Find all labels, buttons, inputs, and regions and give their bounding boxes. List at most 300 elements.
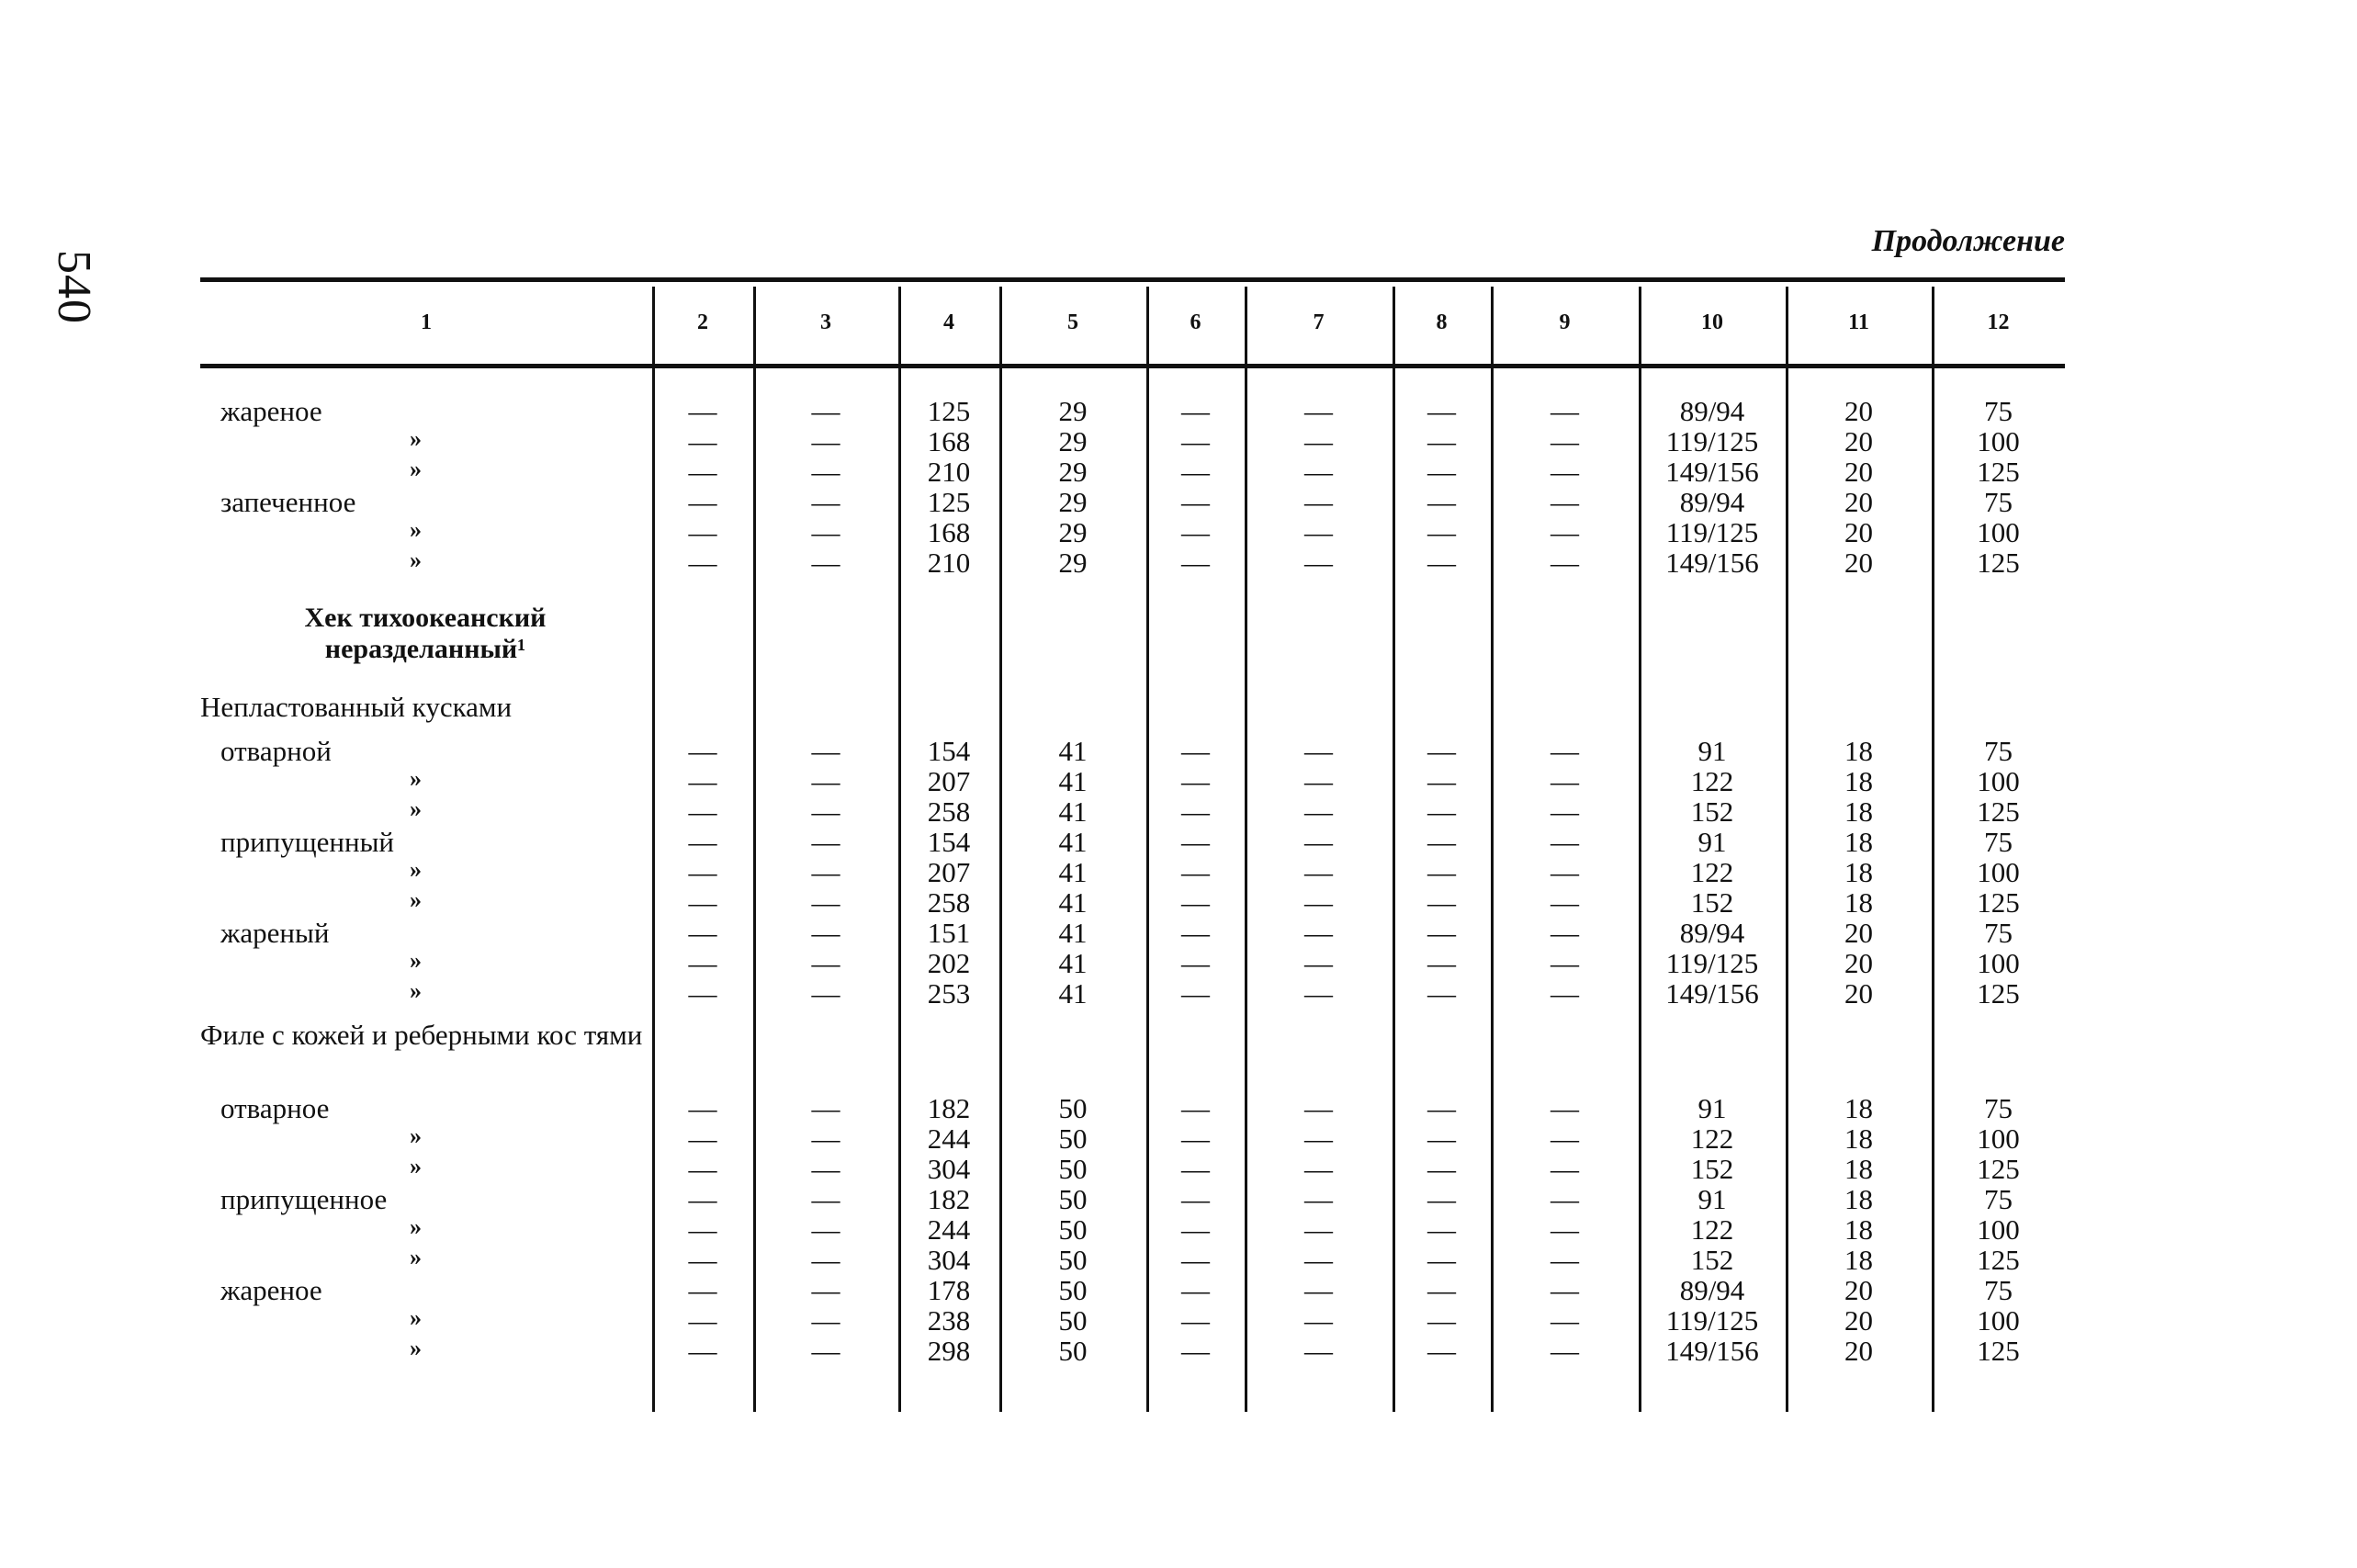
table-cell: 75 [1984,1183,2013,1215]
table-cell: 202 [927,947,971,979]
empty-cell-dash: — [1181,795,1210,828]
table-cell: 41 [1058,886,1088,919]
table-cell: 125 [1977,795,2020,828]
empty-cell-dash: — [688,1153,717,1185]
empty-cell-dash: — [1304,1304,1333,1337]
empty-cell-dash: — [1181,486,1210,518]
table-cell: 122 [1690,765,1734,797]
table-cell: 122 [1690,1122,1734,1155]
table-cell: 168 [927,516,971,548]
empty-cell-dash: — [1304,395,1333,427]
empty-cell-dash: — [688,765,717,797]
empty-cell-dash: — [1181,1122,1210,1155]
table-cell: 238 [927,1304,971,1337]
table-cell: 20 [1844,977,1873,1010]
empty-cell-dash: — [688,947,717,979]
empty-cell-dash: — [1181,395,1210,427]
empty-cell-dash: — [1551,977,1579,1010]
empty-cell-dash: — [1304,765,1333,797]
table-cell: 75 [1984,735,2013,767]
table-cell: 18 [1844,826,1873,858]
empty-cell-dash: — [1551,395,1579,427]
empty-cell-dash: — [1551,856,1579,888]
row-label: припущенный [220,826,394,858]
table-cell: 119/125 [1665,947,1759,979]
ditto-mark: » [410,1304,422,1331]
empty-cell-dash: — [688,856,717,888]
table-cell: 304 [927,1244,971,1276]
empty-cell-dash: — [1551,735,1579,767]
table-cell: 178 [927,1274,971,1306]
empty-cell-dash: — [688,917,717,949]
empty-cell-dash: — [1427,1183,1456,1215]
empty-cell-dash: — [1427,917,1456,949]
empty-cell-dash: — [811,1213,840,1246]
empty-cell-dash: — [811,1153,840,1185]
empty-cell-dash: — [1181,516,1210,548]
empty-cell-dash: — [1427,1244,1456,1276]
empty-cell-dash: — [811,395,840,427]
ditto-mark: » [410,425,422,452]
empty-cell-dash: — [1304,1335,1333,1367]
table-cell: 125 [927,395,971,427]
empty-cell-dash: — [1427,1213,1456,1246]
empty-cell-dash: — [688,977,717,1010]
table-cell: 18 [1844,856,1873,888]
table-cell: 152 [1690,1153,1734,1185]
table-cell: 20 [1844,395,1873,427]
empty-cell-dash: — [1551,1244,1579,1276]
empty-cell-dash: — [1304,1183,1333,1215]
table-cell: 18 [1844,1092,1873,1124]
table-cell: 258 [927,886,971,919]
empty-cell-dash: — [1181,425,1210,457]
empty-cell-dash: — [1427,826,1456,858]
empty-cell-dash: — [688,1274,717,1306]
row-label: запеченное [220,486,356,518]
table-cell: 50 [1058,1213,1088,1246]
table-cell: 50 [1058,1183,1088,1215]
table-cell: 18 [1844,1244,1873,1276]
table-cell: 125 [927,486,971,518]
table-cell: 18 [1844,886,1873,919]
table-cell: 29 [1058,425,1088,457]
empty-cell-dash: — [1551,1122,1579,1155]
table-cell: 100 [1977,516,2020,548]
table-cell: 18 [1844,1122,1873,1155]
table-cell: 100 [1977,1304,2020,1337]
empty-cell-dash: — [1181,1213,1210,1246]
empty-cell-dash: — [1551,795,1579,828]
empty-cell-dash: — [811,1244,840,1276]
table-cell: 89/94 [1679,1274,1745,1306]
empty-cell-dash: — [688,1335,717,1367]
empty-cell-dash: — [1181,456,1210,488]
empty-cell-dash: — [811,425,840,457]
table-cell: 152 [1690,1244,1734,1276]
category-label: Непластованный кусками [200,691,513,723]
table-cell: 125 [1977,977,2020,1010]
empty-cell-dash: — [1551,765,1579,797]
table-cell: 75 [1984,1092,2013,1124]
ditto-mark: » [410,456,422,482]
empty-cell-dash: — [811,1092,840,1124]
empty-cell-dash: — [1181,1183,1210,1215]
table-cell: 149/156 [1665,456,1759,488]
empty-cell-dash: — [688,1122,717,1155]
table-cell: 207 [927,765,971,797]
table-cell: 182 [927,1183,971,1215]
ditto-mark: » [410,856,422,883]
page-number: 540 [48,250,100,324]
table-cell: 91 [1697,735,1727,767]
table-cell: 50 [1058,1092,1088,1124]
ditto-mark: » [410,516,422,543]
table-cell: 125 [1977,886,2020,919]
row-label: жареное [220,1274,322,1306]
empty-cell-dash: — [1551,1213,1579,1246]
empty-cell-dash: — [1427,486,1456,518]
empty-cell-dash: — [811,826,840,858]
ditto-mark: » [410,1213,422,1240]
table-cell: 29 [1058,486,1088,518]
table-cell: 182 [927,1092,971,1124]
empty-cell-dash: — [1427,1274,1456,1306]
table-cell: 18 [1844,1183,1873,1215]
table-cell: 75 [1984,395,2013,427]
empty-cell-dash: — [688,395,717,427]
table-cell: 18 [1844,1213,1873,1246]
empty-cell-dash: — [1427,395,1456,427]
empty-cell-dash: — [1427,1153,1456,1185]
ditto-mark: » [410,1335,422,1361]
table-cell: 258 [927,795,971,828]
table-cell: 50 [1058,1153,1088,1185]
table-cell: 244 [927,1122,971,1155]
empty-cell-dash: — [1551,547,1579,579]
table-cell: 50 [1058,1304,1088,1337]
empty-cell-dash: — [1181,886,1210,919]
table-cell: 20 [1844,486,1873,518]
table-cell: 20 [1844,547,1873,579]
table-cell: 18 [1844,795,1873,828]
empty-cell-dash: — [1181,1274,1210,1306]
empty-cell-dash: — [1304,516,1333,548]
empty-cell-dash: — [1427,947,1456,979]
empty-cell-dash: — [688,735,717,767]
column-header: 9 [1559,310,1571,334]
table-cell: 244 [927,1213,971,1246]
empty-cell-dash: — [1304,977,1333,1010]
empty-cell-dash: — [1304,456,1333,488]
empty-cell-dash: — [1427,795,1456,828]
table-cell: 100 [1977,425,2020,457]
table-cell: 41 [1058,735,1088,767]
empty-cell-dash: — [811,486,840,518]
table-cell: 149/156 [1665,977,1759,1010]
table-cell: 122 [1690,856,1734,888]
column-header: 4 [943,310,954,334]
empty-cell-dash: — [1304,1244,1333,1276]
table-cell: 119/125 [1665,516,1759,548]
empty-cell-dash: — [1551,486,1579,518]
table-cell: 50 [1058,1122,1088,1155]
table-cell: 18 [1844,735,1873,767]
empty-cell-dash: — [1304,486,1333,518]
table-cell: 41 [1058,977,1088,1010]
table-cell: 89/94 [1679,395,1745,427]
table-cell: 20 [1844,917,1873,949]
empty-cell-dash: — [811,1304,840,1337]
table-cell: 119/125 [1665,1304,1759,1337]
empty-cell-dash: — [688,1304,717,1337]
empty-cell-dash: — [811,1274,840,1306]
empty-cell-dash: — [1181,547,1210,579]
empty-cell-dash: — [1304,1274,1333,1306]
ditto-mark: » [410,977,422,1004]
table-cell: 50 [1058,1244,1088,1276]
category-label: Филе с кожей и реберными кос тями [200,1019,643,1051]
table-cell: 29 [1058,547,1088,579]
data-table [200,277,2065,1407]
table-cell: 119/125 [1665,425,1759,457]
table-cell: 152 [1690,886,1734,919]
empty-cell-dash: — [1181,735,1210,767]
empty-cell-dash: — [1181,1304,1210,1337]
table-cell: 100 [1977,1122,2020,1155]
column-header: 8 [1436,310,1448,334]
section-heading: Хек тихоокеанский неразделанный¹ [304,603,547,664]
table-cell: 89/94 [1679,917,1745,949]
empty-cell-dash: — [1427,1335,1456,1367]
row-label: отварное [220,1092,330,1124]
table-cell: 154 [927,735,971,767]
empty-cell-dash: — [1304,917,1333,949]
ditto-mark: » [410,795,422,822]
table-cell: 253 [927,977,971,1010]
ditto-mark: » [410,765,422,792]
table-cell: 100 [1977,947,2020,979]
column-header: 1 [421,310,432,334]
row-label: жареное [220,395,322,427]
empty-cell-dash: — [1304,826,1333,858]
ditto-mark: » [410,1244,422,1270]
empty-cell-dash: — [1181,1244,1210,1276]
empty-cell-dash: — [1304,856,1333,888]
row-label: отварной [220,735,332,767]
table-top-rule [200,277,2065,282]
empty-cell-dash: — [811,917,840,949]
empty-cell-dash: — [1304,1092,1333,1124]
column-header: 5 [1067,310,1078,334]
empty-cell-dash: — [811,1122,840,1155]
empty-cell-dash: — [688,1244,717,1276]
column-header: 12 [1987,310,2010,334]
table-cell: 50 [1058,1274,1088,1306]
empty-cell-dash: — [811,547,840,579]
empty-cell-dash: — [811,1335,840,1367]
table-cell: 304 [927,1153,971,1185]
empty-cell-dash: — [1304,1213,1333,1246]
table-cell: 41 [1058,795,1088,828]
table-cell: 154 [927,826,971,858]
empty-cell-dash: — [688,795,717,828]
ditto-mark: » [410,1122,422,1149]
empty-cell-dash: — [688,516,717,548]
table-cell: 29 [1058,456,1088,488]
ditto-mark: » [410,947,422,974]
table-cell: 41 [1058,765,1088,797]
table-cell: 168 [927,425,971,457]
empty-cell-dash: — [1427,425,1456,457]
table-cell: 41 [1058,826,1088,858]
empty-cell-dash: — [1427,735,1456,767]
table-cell: 41 [1058,947,1088,979]
table-cell: 29 [1058,516,1088,548]
table-cell: 207 [927,856,971,888]
row-label: припущенное [220,1183,388,1215]
empty-cell-dash: — [1427,765,1456,797]
table-cell: 149/156 [1665,547,1759,579]
empty-cell-dash: — [688,425,717,457]
table-cell: 75 [1984,917,2013,949]
empty-cell-dash: — [1427,977,1456,1010]
table-cell: 20 [1844,1304,1873,1337]
table-cell: 91 [1697,1183,1727,1215]
table-cell: 149/156 [1665,1335,1759,1367]
table-cell: 20 [1844,1274,1873,1306]
table-cell: 20 [1844,947,1873,979]
empty-cell-dash: — [1427,856,1456,888]
empty-cell-dash: — [1304,1153,1333,1185]
table-cell: 20 [1844,516,1873,548]
empty-cell-dash: — [688,826,717,858]
empty-cell-dash: — [1304,1122,1333,1155]
empty-cell-dash: — [811,456,840,488]
empty-cell-dash: — [1551,425,1579,457]
table-cell: 100 [1977,856,2020,888]
empty-cell-dash: — [811,1183,840,1215]
empty-cell-dash: — [1181,947,1210,979]
empty-cell-dash: — [1181,917,1210,949]
empty-cell-dash: — [1427,1304,1456,1337]
table-cell: 298 [927,1335,971,1367]
table-cell: 29 [1058,395,1088,427]
ditto-mark: » [410,886,422,913]
table-cell: 50 [1058,1335,1088,1367]
ditto-mark: » [410,547,422,573]
empty-cell-dash: — [688,1183,717,1215]
empty-cell-dash: — [1181,1335,1210,1367]
empty-cell-dash: — [1551,1153,1579,1185]
table-cell: 91 [1697,1092,1727,1124]
empty-cell-dash: — [811,856,840,888]
empty-cell-dash: — [1181,856,1210,888]
empty-cell-dash: — [1427,886,1456,919]
table-cell: 20 [1844,425,1873,457]
empty-cell-dash: — [688,547,717,579]
empty-cell-dash: — [1181,826,1210,858]
empty-cell-dash: — [688,1092,717,1124]
table-cell: 75 [1984,826,2013,858]
column-header: 3 [820,310,831,334]
empty-cell-dash: — [811,947,840,979]
table-cell: 125 [1977,547,2020,579]
table-cell: 18 [1844,765,1873,797]
empty-cell-dash: — [1304,735,1333,767]
empty-cell-dash: — [1181,977,1210,1010]
empty-cell-dash: — [811,977,840,1010]
empty-cell-dash: — [1181,1153,1210,1185]
empty-cell-dash: — [1181,765,1210,797]
table-cell: 41 [1058,856,1088,888]
empty-cell-dash: — [1551,1092,1579,1124]
table-cell: 41 [1058,917,1088,949]
empty-cell-dash: — [688,1213,717,1246]
column-header: 7 [1313,310,1325,334]
empty-cell-dash: — [1304,795,1333,828]
table-cell: 100 [1977,765,2020,797]
empty-cell-dash: — [1551,516,1579,548]
empty-cell-dash: — [1551,886,1579,919]
empty-cell-dash: — [1181,1092,1210,1124]
table-cell: 210 [927,456,971,488]
empty-cell-dash: — [1551,826,1579,858]
table-cell: 125 [1977,1153,2020,1185]
empty-cell-dash: — [1304,886,1333,919]
row-label: жареный [220,917,330,949]
empty-cell-dash: — [1304,947,1333,979]
empty-cell-dash: — [1427,1122,1456,1155]
table-cell: 210 [927,547,971,579]
column-header: 6 [1190,310,1201,334]
empty-cell-dash: — [1551,917,1579,949]
empty-cell-dash: — [1551,1335,1579,1367]
empty-cell-dash: — [1427,516,1456,548]
table-cell: 75 [1984,486,2013,518]
table-cell: 20 [1844,1335,1873,1367]
table-cell: 89/94 [1679,486,1745,518]
empty-cell-dash: — [688,886,717,919]
empty-cell-dash: — [1551,947,1579,979]
table-cell: 122 [1690,1213,1734,1246]
empty-cell-dash: — [1427,456,1456,488]
empty-cell-dash: — [1551,1274,1579,1306]
table-cell: 152 [1690,795,1734,828]
empty-cell-dash: — [1551,1304,1579,1337]
empty-cell-dash: — [811,516,840,548]
table-cell: 125 [1977,1335,2020,1367]
empty-cell-dash: — [688,486,717,518]
table-cell: 18 [1844,1153,1873,1185]
table-cell: 151 [927,917,971,949]
empty-cell-dash: — [1551,1183,1579,1215]
table-cell: 100 [1977,1213,2020,1246]
table-cell: 125 [1977,456,2020,488]
table-cell: 91 [1697,826,1727,858]
empty-cell-dash: — [811,795,840,828]
empty-cell-dash: — [1427,1092,1456,1124]
empty-cell-dash: — [1551,456,1579,488]
empty-cell-dash: — [1304,425,1333,457]
empty-cell-dash: — [688,456,717,488]
column-header: 2 [697,310,708,334]
empty-cell-dash: — [1427,547,1456,579]
empty-cell-dash: — [811,765,840,797]
empty-cell-dash: — [811,735,840,767]
column-header: 11 [1848,310,1869,334]
empty-cell-dash: — [811,886,840,919]
